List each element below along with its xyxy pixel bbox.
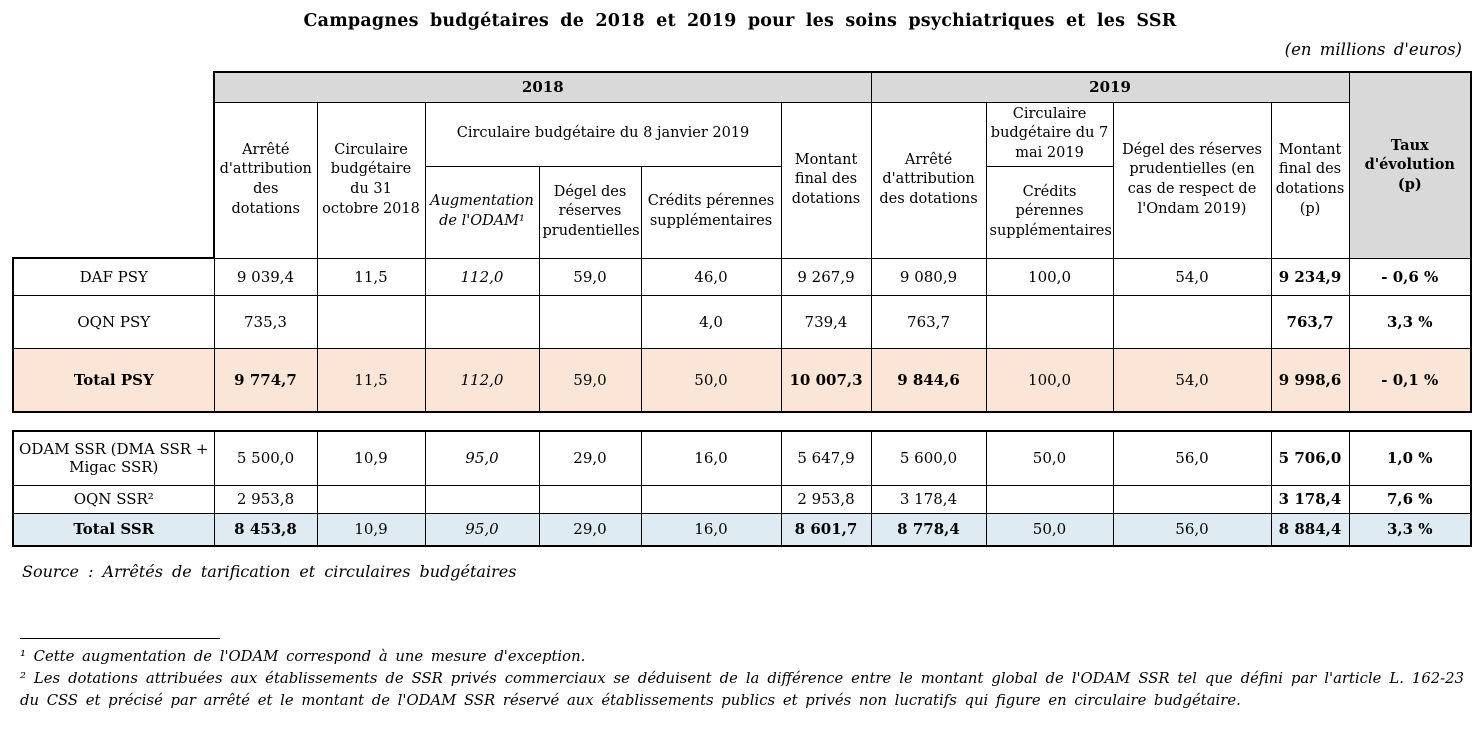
- taux-evolution-header: Taux d'évolution (p): [1349, 72, 1471, 258]
- col-degel-2019: Dégel des réserves prudentielles (en cas de respect de l'Ondam 2019): [1113, 102, 1271, 258]
- table-cell: 9 234,9: [1271, 258, 1349, 295]
- table-row-daf-psy: [13, 258, 1471, 295]
- table-row-oqn-ssr: [13, 485, 1471, 513]
- table-cell: 29,0: [539, 431, 641, 485]
- table-cell: [539, 485, 641, 513]
- header-sub-row-1: [13, 102, 1471, 166]
- year-2018-header: 2018: [214, 72, 871, 102]
- table-cell: 8 778,4: [871, 513, 986, 546]
- table-cell: 8 453,8: [214, 513, 317, 546]
- col-circulaire-jan-2019: Circulaire budgétaire du 8 janvier 2019: [425, 102, 781, 166]
- table-cell: 4,0: [641, 295, 781, 348]
- table-cell: 100,0: [986, 348, 1113, 412]
- col-montant-2018: Montant final des dotations: [781, 102, 871, 258]
- table-cell: [1113, 485, 1271, 513]
- table-cell: 3 178,4: [871, 485, 986, 513]
- table-cell: 11,5: [317, 258, 425, 295]
- table-cell: [641, 485, 781, 513]
- ssr-budget-table: [12, 430, 1472, 547]
- col-circulaire-oct-2018: Circulaire budgétaire du 31 octobre 2018: [317, 102, 425, 258]
- table-cell: 29,0: [539, 513, 641, 546]
- table-cell: 100,0: [986, 258, 1113, 295]
- table-cell: 10,9: [317, 431, 425, 485]
- table-cell: 56,0: [1113, 513, 1271, 546]
- header-year-row: [13, 72, 1471, 102]
- table-cell: 8 601,7: [781, 513, 871, 546]
- table-cell: [317, 295, 425, 348]
- source-line: Source : Arrêtés de tarification et circulaires budgétaires: [22, 562, 517, 581]
- table-cell: 5 706,0: [1271, 431, 1349, 485]
- table-cell: [1113, 295, 1271, 348]
- table-cell: - 0,1 %: [1349, 348, 1471, 412]
- table-cell: 10,9: [317, 513, 425, 546]
- table-cell: 3,3 %: [1349, 295, 1471, 348]
- table-cell: 5 600,0: [871, 431, 986, 485]
- blank-corner-cell: [13, 72, 214, 102]
- table-cell: 735,3: [214, 295, 317, 348]
- table-cell: 5 647,9: [781, 431, 871, 485]
- table-cell: - 0,6 %: [1349, 258, 1471, 295]
- year-2019-header: 2019: [871, 72, 1349, 102]
- table-cell: 16,0: [641, 513, 781, 546]
- unit-note: (en millions d'euros): [1284, 40, 1462, 59]
- col-augmentation-odam: Augmentation de l'ODAM¹: [425, 166, 539, 258]
- table-row-odam-ssr: [13, 431, 1471, 485]
- col-degel-2018: Dégel des réserves prudentielles: [539, 166, 641, 258]
- row-label: OQN SSR²: [13, 485, 214, 513]
- table-cell: 9 844,6: [871, 348, 986, 412]
- table-cell: [986, 295, 1113, 348]
- col-arrete-2019: Arrêté d'attribution des dotations: [871, 102, 986, 258]
- table-cell: 739,4: [781, 295, 871, 348]
- table-cell: [425, 485, 539, 513]
- table-cell: 9 267,9: [781, 258, 871, 295]
- col-credits-2019: Crédits pérennes supplémentaires: [986, 166, 1113, 258]
- table-cell: 16,0: [641, 431, 781, 485]
- table-cell: [539, 295, 641, 348]
- table-cell: 10 007,3: [781, 348, 871, 412]
- row-label: ODAM SSR (DMA SSR + Migac SSR): [13, 431, 214, 485]
- table-cell: 2 953,8: [781, 485, 871, 513]
- table-cell: 1,0 %: [1349, 431, 1471, 485]
- blank-corner-cell: [13, 166, 214, 258]
- table-cell: 50,0: [986, 513, 1113, 546]
- row-label: OQN PSY: [13, 295, 214, 348]
- table-cell: [425, 295, 539, 348]
- footnotes: [20, 646, 1464, 712]
- row-label: DAF PSY: [13, 258, 214, 295]
- table-cell: 9 998,6: [1271, 348, 1349, 412]
- table-cell: 2 953,8: [214, 485, 317, 513]
- page-title: Campagnes budgétaires de 2018 et 2019 pour les soins psychiatriques et les SSR: [303, 11, 1177, 31]
- blank-corner-cell: [13, 102, 214, 166]
- table-cell: 9 080,9: [871, 258, 986, 295]
- table-cell: 9 774,7: [214, 348, 317, 412]
- table-cell: 763,7: [1271, 295, 1349, 348]
- table-cell: [986, 485, 1113, 513]
- table-cell: 112,0: [425, 258, 539, 295]
- col-arrete-2018: Arrêté d'attribution des dotations: [214, 102, 317, 258]
- col-circulaire-mai-2019: Circulaire budgétaire du 7 mai 2019: [986, 102, 1113, 166]
- table-cell: 54,0: [1113, 258, 1271, 295]
- table-cell: 8 884,4: [1271, 513, 1349, 546]
- table-cell: 95,0: [425, 513, 539, 546]
- psy-budget-table: [12, 71, 1472, 413]
- table-cell: 3,3 %: [1349, 513, 1471, 546]
- footnote-separator: [20, 638, 220, 639]
- table-cell: 46,0: [641, 258, 781, 295]
- table-cell: 54,0: [1113, 348, 1271, 412]
- table-cell: 59,0: [539, 348, 641, 412]
- row-label: Total SSR: [13, 513, 214, 546]
- table-cell: 5 500,0: [214, 431, 317, 485]
- row-label: Total PSY: [13, 348, 214, 412]
- table-cell: 95,0: [425, 431, 539, 485]
- table-cell: 56,0: [1113, 431, 1271, 485]
- table-cell: 763,7: [871, 295, 986, 348]
- footnote-2: ² Les dotations attribuées aux établissements de SSR privés commerciaux se déduisent de la différence entre le montant global de l'ODAM SSR tel que défini par l'article L. 162-23 du CSS et précisé par arrêté et le montant de l'ODAM SSR réservé aux établissements publics et privés non lucratifs qui figure en circulaire budgétaire.: [20, 670, 1464, 709]
- table-cell: 3 178,4: [1271, 485, 1349, 513]
- table-cell: 112,0: [425, 348, 539, 412]
- table-row-total-psy: [13, 348, 1471, 412]
- col-credits-2018: Crédits pérennes supplémentaires: [641, 166, 781, 258]
- table-row-oqn-psy: [13, 295, 1471, 348]
- table-cell: 7,6 %: [1349, 485, 1471, 513]
- footnote-1: ¹ Cette augmentation de l'ODAM correspond à une mesure d'exception.: [20, 648, 586, 665]
- table-cell: 50,0: [641, 348, 781, 412]
- table-row-total-ssr: [13, 513, 1471, 546]
- table-cell: 50,0: [986, 431, 1113, 485]
- table-cell: 9 039,4: [214, 258, 317, 295]
- table-cell: 59,0: [539, 258, 641, 295]
- table-cell: 11,5: [317, 348, 425, 412]
- table-cell: [317, 485, 425, 513]
- col-montant-2019: Montant final des dotations (p): [1271, 102, 1349, 258]
